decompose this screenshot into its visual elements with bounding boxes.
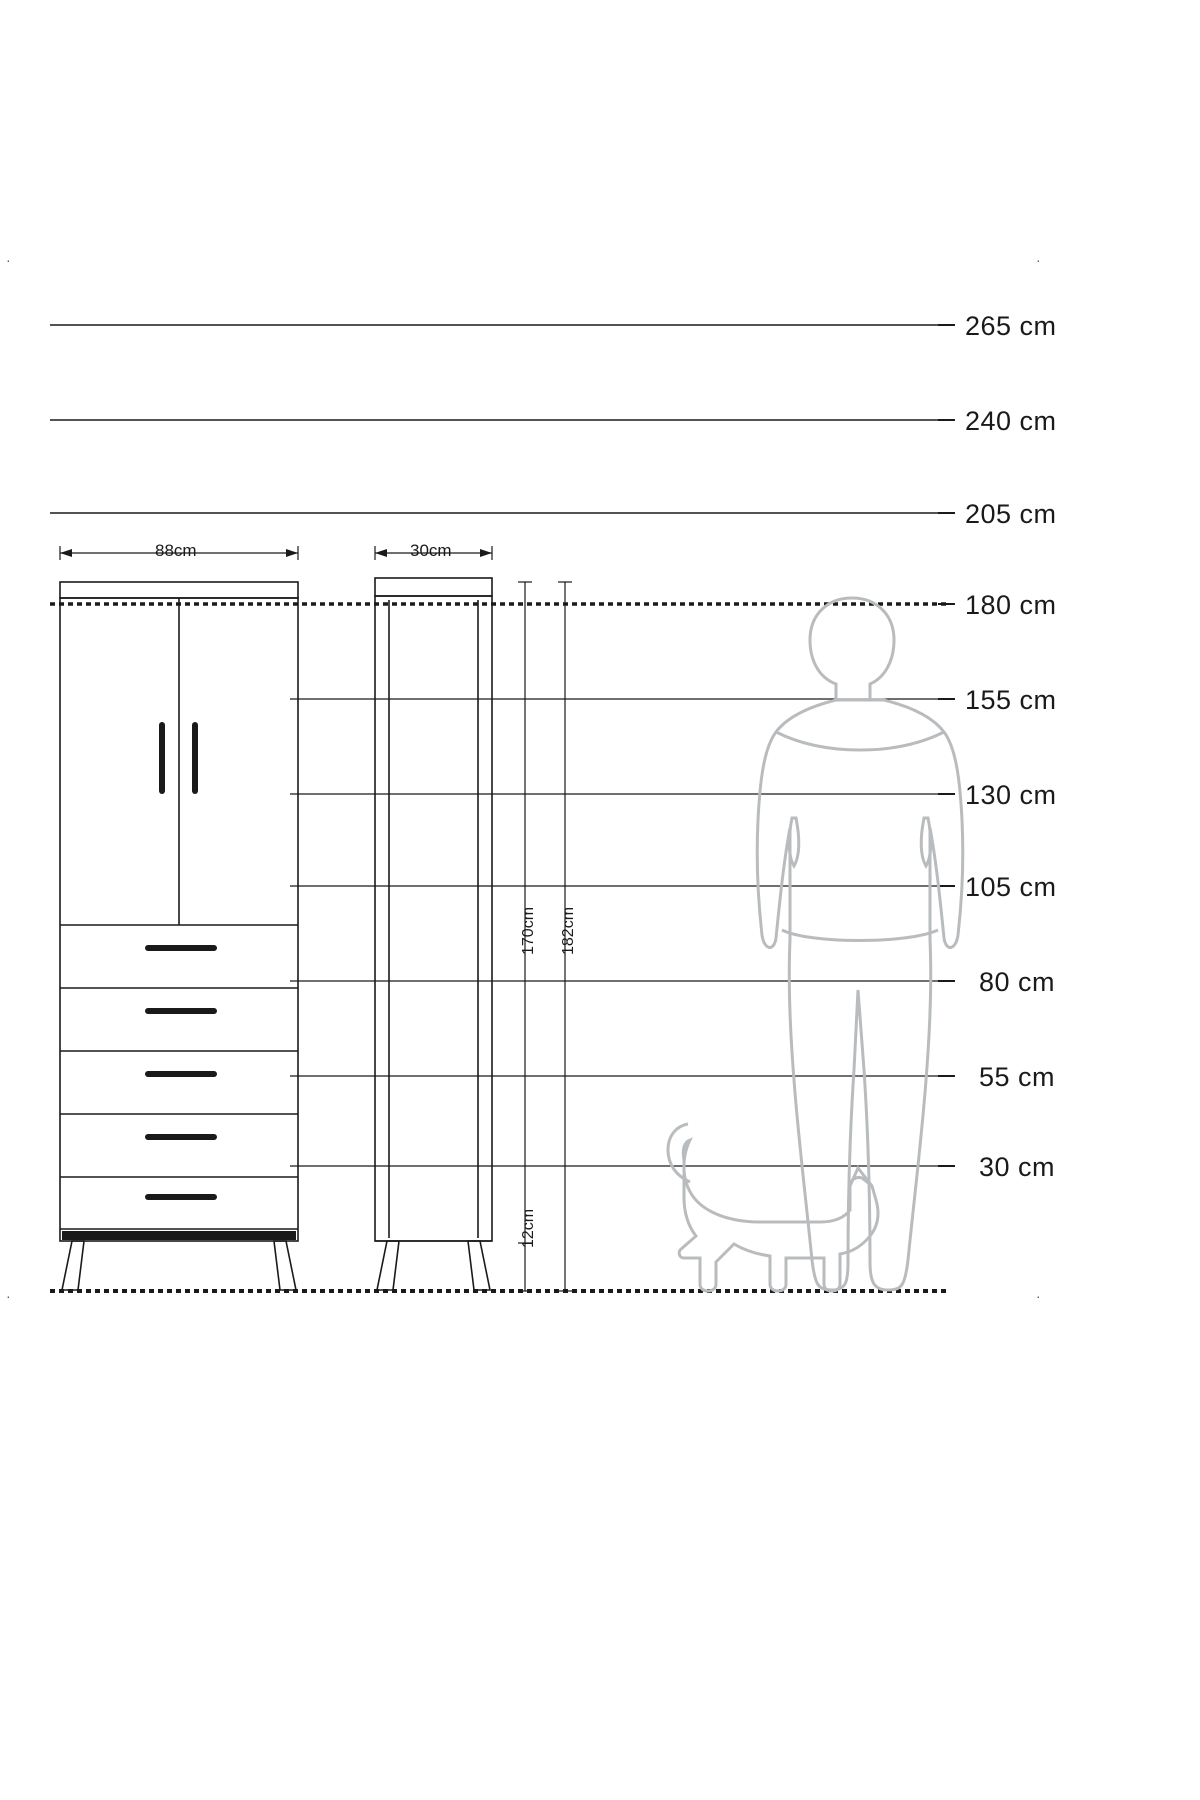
- scale-label-205: 205 cm: [965, 499, 1057, 529]
- scale-label-240: 240 cm: [965, 406, 1057, 436]
- wardrobe-cabinet: [60, 582, 298, 1241]
- registration-mark-bottom-right: ·: [1036, 1288, 1041, 1304]
- registration-mark-top-left: ·: [6, 252, 11, 268]
- height-dimension-12: [518, 1243, 532, 1291]
- registration-mark-bottom-left: ·: [6, 1288, 11, 1304]
- height-label-12: 12cm: [520, 1208, 537, 1248]
- scale-label-30: 30 cm: [979, 1152, 1056, 1182]
- width-label-30: 30cm: [410, 541, 452, 560]
- height-label-170: 170cm: [520, 906, 537, 955]
- scale-label-155: 155 cm: [965, 685, 1057, 715]
- scale-label-180: 180 cm: [965, 590, 1057, 620]
- scale-label-105: 105 cm: [965, 872, 1057, 902]
- scale-label-265: 265 cm: [965, 311, 1057, 341]
- tall-narrow-cabinet: [375, 578, 492, 1241]
- scale-label-55: 55 cm: [979, 1062, 1056, 1092]
- scale-label-130: 130 cm: [965, 780, 1057, 810]
- wardrobe-drawer-handles: [145, 945, 217, 1200]
- man-silhouette: [757, 598, 963, 1290]
- scale-label-80: 80 cm: [979, 967, 1056, 997]
- registration-mark-top-right: ·: [1036, 252, 1041, 268]
- width-label-88: 88cm: [155, 541, 197, 560]
- wardrobe-legs: [62, 1241, 296, 1290]
- height-label-182: 182cm: [560, 906, 577, 955]
- tall-cabinet-legs: [377, 1241, 490, 1290]
